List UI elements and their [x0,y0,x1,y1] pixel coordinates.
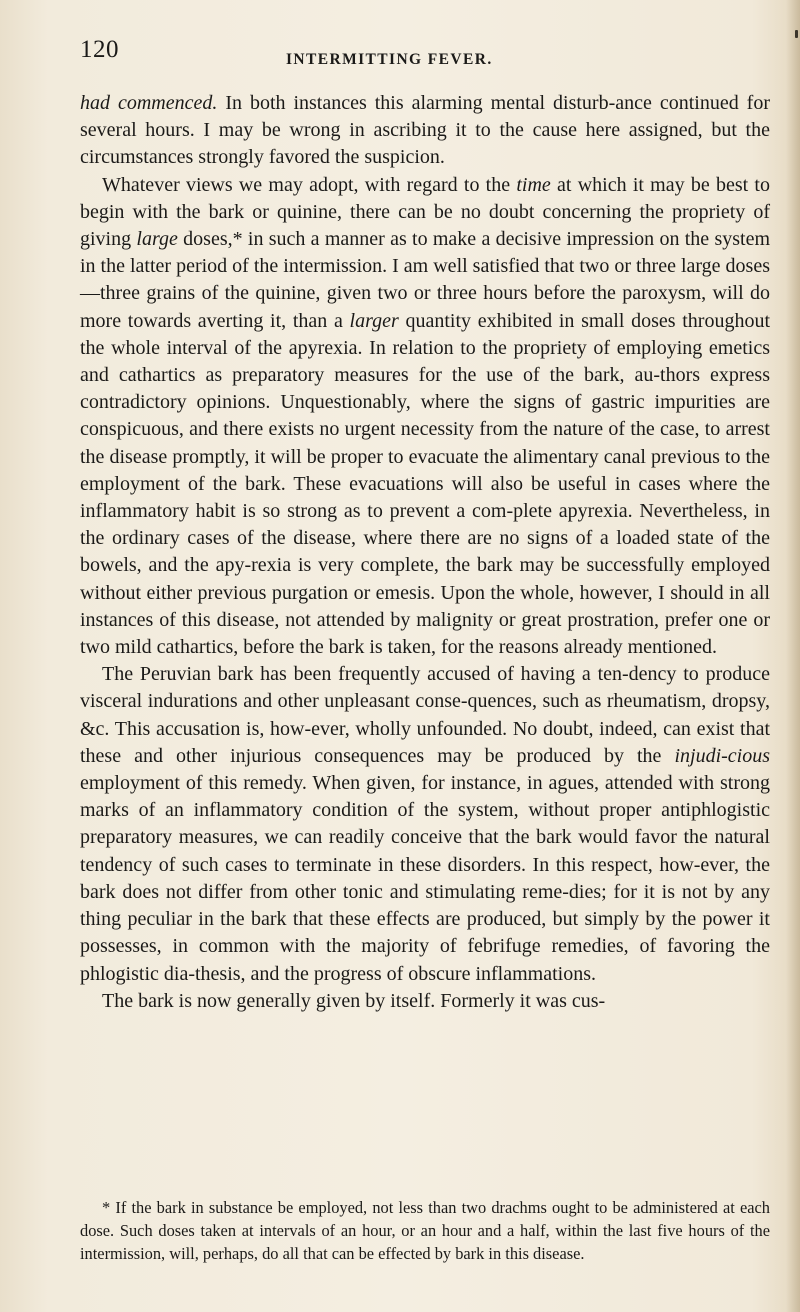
italic-phrase: large [136,228,178,251]
italic-phrase: injudi-cious [674,744,770,767]
text-run: employment of this remedy. When given, for instance, in agues, attended with strong marks of an inflammatory condition of the system, without proper antiphlogistic preparatory measures, we can readily conceive that the bark would favor the natural tendency of such cases to terminate in these disorders. In this respect, how-ever, the bark does not differ from other tonic and stimulating reme-dies; for it is not by any thing peculiar in the bark that these effects are produced, but simply by the power it possesses, in common with the majority of febrifuge remedies, of favoring the phlogistic dia-thesis, and the progress of obscure inflammations. [80,772,770,985]
page-number: 120 [80,36,119,63]
text-run: Whatever views we may adopt, with regard to the [102,173,517,196]
italic-phrase: larger [349,309,399,332]
paragraph [80,988,770,1015]
paragraph [80,661,770,987]
text-run: The bark is now generally given by itself. Formerly it was cus- [102,989,606,1012]
text-run: quantity exhibited in small doses throughout the whole interval of the apyrexia. In relation to the propriety of employing emetics and cathartics as preparatory measures for the use of the bark, au-thors express contradictory opinions. Unquestionably, where the signs of gastric impurities are conspicuous, and there exists no urgent necessity from the nature of the case, to arrest the disease promptly, it will be proper to evacuate the alimentary canal previous to the employment of the bark. These evacuations will also be useful in cases where the inflammatory habit is so strong as to prevent a com-plete apyrexia. Nevertheless, in the ordinary cases of the disease, where there are no signs of a loaded state of the bowels, and the apy-rexia is very complete, the bark may be successfully employed without either previous purgation or emesis. Upon the whole, however, I should in all instances of this disease, not attended by malignity or great prostration, prefer one or two mild cathartics, before the bark is taken, for the reasons already mentioned. [80,309,770,659]
text-run: The Peruvian bark has been frequently accused of having a ten-dency to produce visceral indurations and other unpleasant conse-quences, such as rheumatism, dropsy, &c. This accusation is, how-ever, wholly unfounded. No doubt, indeed, can exist that these and other injurious consequences may be produced by the [80,663,770,767]
italic-phrase: time [516,173,551,196]
ink-mark [795,30,798,38]
italic-phrase: had commenced. [80,92,218,114]
paragraph [80,90,770,172]
text-run: doses,* in such a manner as to make a decisive impression on the system in the latter period of the intermission. I am well satisfied that two or three large doses—three grains of the quinine, given two or three hours before the paroxysm, will do more towards averting it, than a [80,228,771,332]
page-edge-shadow [786,0,800,1312]
text-run: at which it may be best to begin with the bark or quinine, there can be no doubt concerning the propriety of giving [80,173,770,251]
footnote: * If the bark in substance be employed, not less than two drachms ought to be administered at each dose. Such doses taken at intervals of an hour, or an hour and a half, within the last five hours of the intermission, will, perhaps, do all that can be effected by bark in this disease. [80,1198,770,1263]
paragraph [80,172,770,662]
running-head: INTERMITTING FEVER. [286,51,493,68]
text-run: In both instances this alarming mental disturb-ance continued for several hours. I may be wrong in ascribing it to the cause here assigned, but the circumstances strongly favored the suspicion. [80,92,770,169]
body-text [80,90,770,1015]
